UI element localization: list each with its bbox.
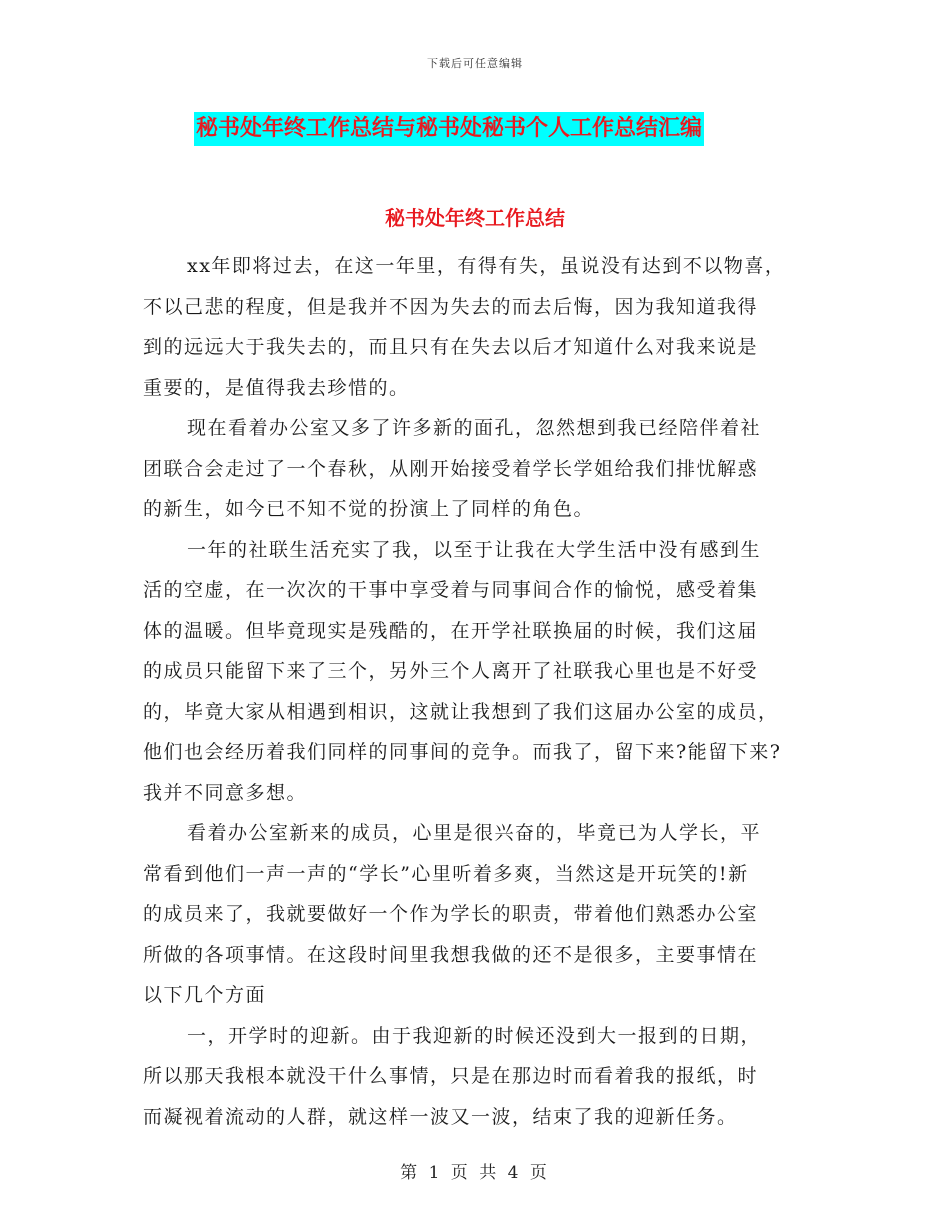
section-title: 秘书处年终工作总结 (385, 206, 565, 230)
paragraph-line: 到的远远大于我失去的，而且只有在失去以后才知道什么对我来说是 (143, 336, 759, 358)
paragraph-line: 活的空虚，在一次次的干事中享受着与同事间合作的愉悦，感受着集 (143, 579, 759, 601)
paragraph-line: 的新生，如今已不知不觉的扮演上了同样的角色。 (143, 498, 595, 520)
paragraph-line: 重要的，是值得我去珍惜的。 (143, 376, 410, 399)
paragraph-line: 而凝视着流动的人群，就这样一波又一波，结束了我的迎新任务。 (143, 1105, 738, 1128)
document-body (143, 246, 813, 1137)
paragraph-line: 团联合会走过了一个春秋，从刚开始接受着学长学姐给我们排忧解惑 (143, 457, 759, 480)
paragraph-line: 一，开学时的迎新。由于我迎新的时候还没到大一报到的日期， (187, 1024, 762, 1047)
header-note: 下载后可任意编辑 (427, 57, 523, 70)
paragraph-line: 的成员只能留下来了三个，另外三个人离开了社联我心里也是不好受 (143, 660, 759, 682)
paragraph-line: 所做的各项事情。在这段时间里我想我做的还不是很多，主要事情在 (143, 943, 759, 966)
paragraph-line: 他们也会经历着我们同样的同事间的竞争。而我了，留下来?能留下来? (143, 741, 782, 763)
paragraph-line: 所以那天我根本就没干什么事情，只是在那边时而看着我的报纸，时 (143, 1065, 759, 1087)
paragraph-line: xx年即将过去，在这一年里，有得有失，虽说没有达到不以物喜， (187, 255, 786, 277)
paragraph-line: 常看到他们一声一声的“学长”心里听着多爽，当然这是开玩笑的!新 (143, 862, 749, 885)
paragraph-line: 现在看着办公室又多了许多新的面孔，忽然想到我已经陪伴着社 (187, 417, 762, 439)
paragraph-line: 我并不同意多想。 (143, 781, 308, 804)
page-number-footer: 第 1 页 共 4 页 (400, 1163, 550, 1183)
document-title: 秘书处年终工作总结与秘书处秘书个人工作总结汇编 (194, 112, 704, 146)
paragraph-line: 体的温暖。但毕竟现实是残酷的，在开学社联换届的时候，我们这届 (143, 619, 759, 642)
paragraph-line: 一年的社联生活充实了我，以至于让我在大学生活中没有感到生 (187, 538, 762, 561)
paragraph-line: 以下几个方面 (143, 984, 267, 1006)
paragraph-line: 不以己悲的程度，但是我并不因为失去的而去后悔，因为我知道我得 (143, 295, 759, 318)
paragraph-line: 的成员来了，我就要做好一个作为学长的职责，带着他们熟悉办公室 (143, 903, 759, 925)
paragraph-line: 看着办公室新来的成员，心里是很兴奋的，毕竟已为人学长，平 (187, 822, 762, 844)
paragraph-line: 的，毕竟大家从相遇到相识，这就让我想到了我们这届办公室的成员， (143, 700, 779, 723)
